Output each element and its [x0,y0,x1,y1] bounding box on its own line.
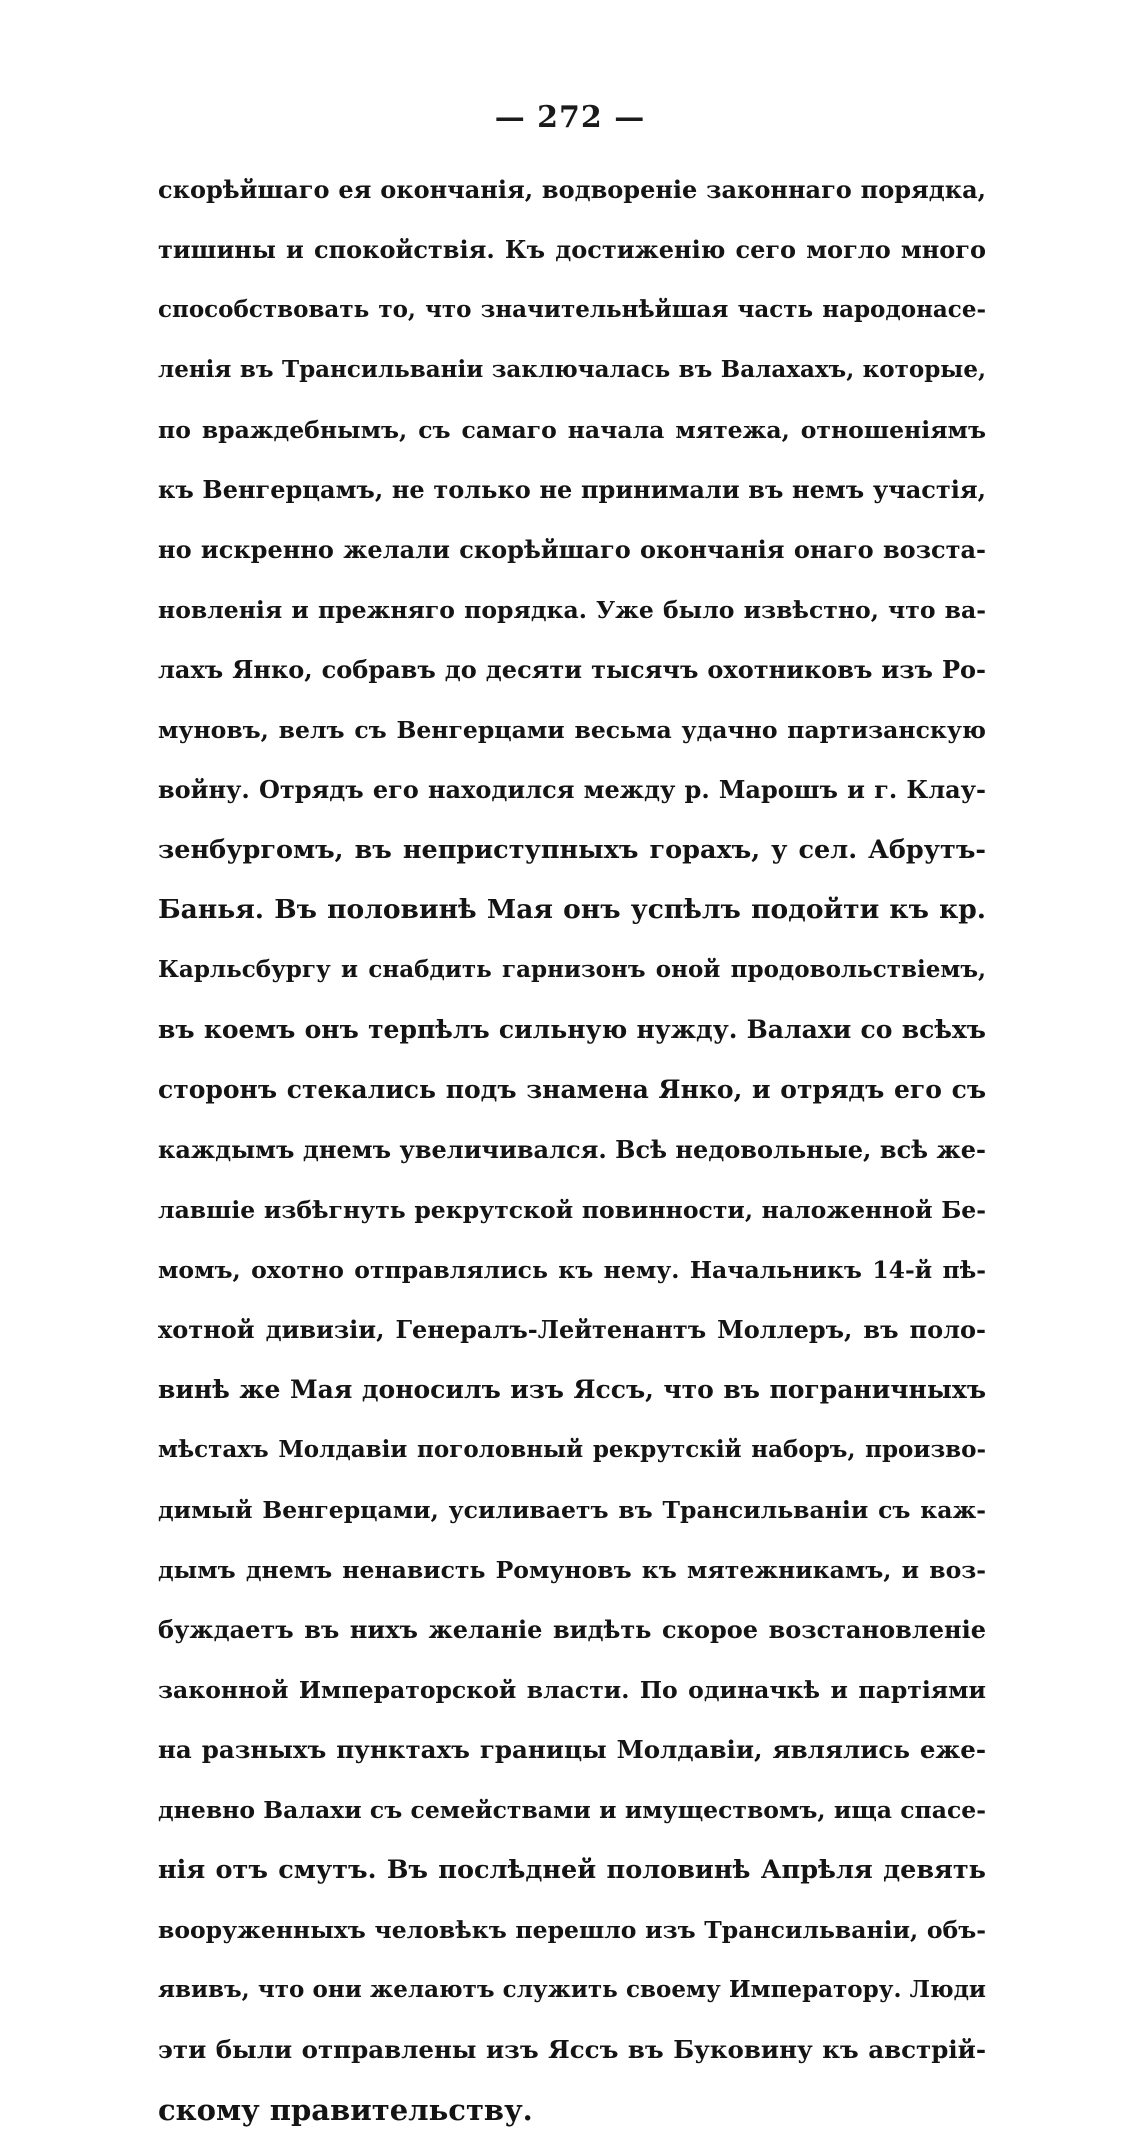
text-line: вооруженныхъ человѣкъ перешло изъ Трансильваніи, объ- [158,1916,986,1944]
text-line: ленія въ Трансильваніи заключалась въ Валахахъ, которые, [158,356,986,383]
text-line: новленія и прежняго порядка. Уже было извѣстно, что ва- [158,596,986,624]
text-line: сторонъ стекались подъ знамена Янко, и отрядъ его съ [158,1075,986,1104]
text-line: муновъ, велъ съ Венгерцами весьма удачно партизанскую [158,716,986,744]
text-line: по враждебнымъ, съ самаго начала мятежа, отношеніямъ [158,416,986,444]
text-line: нія отъ смутъ. Въ послѣдней половинѣ Апрѣля девять [158,1855,986,1885]
text-line: каждымъ днемъ увеличивался. Всѣ недовольные, всѣ же- [158,1135,986,1164]
text-line: лавшіе избѣгнуть рекрутской повинности, наложенной Бе- [158,1196,986,1224]
text-line: скому правительству. [158,2093,533,2127]
text-line: въ коемъ онъ терпѣлъ сильную нужду. Валахи со всѣхъ [158,1015,986,1044]
text-line: законной Императорской власти. По одиначкѣ и партіями [158,1676,986,1704]
text-line: винѣ же Мая доносилъ изъ Яссъ, что въ пограничныхъ [158,1375,986,1404]
text-line: на разныхъ пунктахъ границы Молдавіи, являлись еже- [158,1735,986,1764]
text-line: мѣстахъ Молдавіи поголовный рекрутскій наборъ, произво- [158,1436,986,1463]
text-line: способствовать то, что значительнѣйшая часть народонасе- [158,296,986,323]
text-line: но искренно желали скорѣйшаго окончанія онаго возста- [158,535,986,564]
text-line: хотной дивизіи, Генералъ-Лейтенантъ Моллеръ, въ поло- [158,1315,986,1344]
text-line: войну. Отрядъ его находился между р. Марошъ и г. Клау- [158,775,986,804]
text-line: буждаетъ въ нихъ желаніе видѣть скорое возстановленіе [158,1615,986,1644]
page-number: — 272 — [494,100,646,135]
text-line: дымъ днемъ ненависть Ромуновъ къ мятежникамъ, и воз- [158,1556,986,1584]
text-line: зенбургомъ, въ неприступныхъ горахъ, у сел. Абрутъ- [158,835,986,865]
text-line: лахъ Янко, собравъ до десяти тысячъ охотниковъ изъ Ро- [158,655,986,684]
text-line: Банья. Въ половинѣ Мая онъ успѣлъ подойти къ кр. [158,894,986,925]
text-line: димый Венгерцами, усиливаетъ въ Трансильваніи съ каж- [158,1496,986,1524]
body-text [158,160,986,2140]
text-line: эти были отправлены изъ Яссъ въ Буковину къ австрій- [158,2035,986,2064]
text-line: явивъ, что они желаютъ служить своему Императору. Люди [158,1976,986,2003]
text-line: скорѣйшаго ея окончанія, водвореніе законнаго порядка, [158,175,986,204]
text-line: Карльсбургу и снабдить гарнизонъ оной продовольствіемъ, [158,956,986,983]
text-line: тишины и спокойствія. Къ достиженію сего могло много [158,235,986,264]
text-line: къ Венгерцамъ, не только не принимали въ немъ участія, [158,475,986,504]
text-line: дневно Валахи съ семействами и имуществомъ, ища спасе- [158,1796,986,1824]
text-line: момъ, охотно отправлялись къ нему. Начальникъ 14-й пѣ- [158,1256,986,1284]
